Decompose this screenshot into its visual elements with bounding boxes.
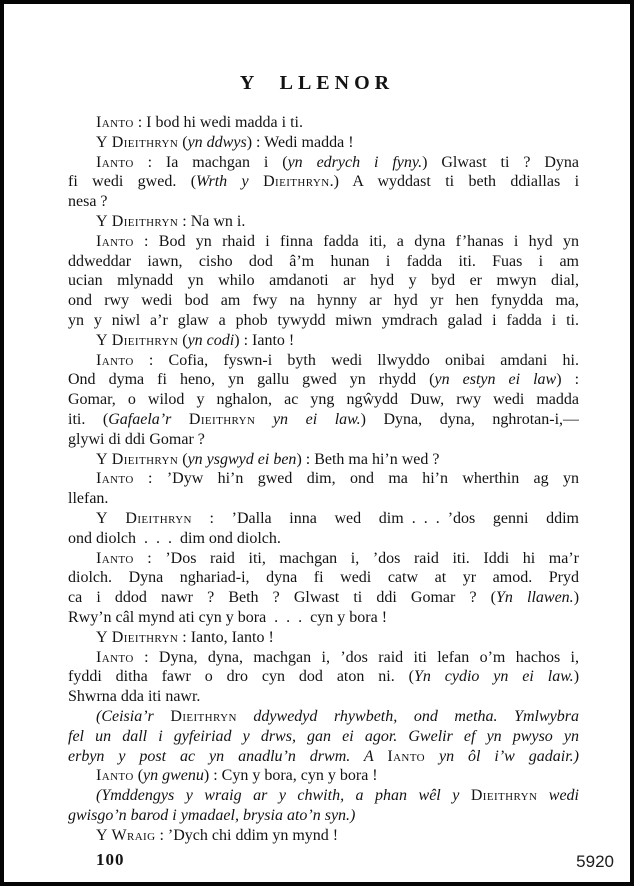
dialogue-segment: : Bod yn rhaid i finna fadda iti, a dyna f’hanas i hyd yn — [133, 232, 579, 250]
dialogue-segment: : Ianto, Ianto ! — [178, 628, 274, 646]
text-line — [68, 747, 579, 767]
stage-direction-segment: yn ei law. — [272, 410, 361, 428]
text-line — [68, 172, 579, 192]
dialogue-segment: ) : Beth ma hi’n wed ? — [296, 450, 440, 468]
dialogue-segment: ( — [178, 331, 188, 349]
text-line — [68, 192, 579, 212]
dialogue-segment: ucian mlynadd yn whilo amdanoti ar hyd y byd er mwyn dial, — [68, 272, 579, 290]
text-line — [68, 232, 579, 252]
dialogue-segment: : Cofia, fyswn-i byth wedi llwyddo onibai amdani hi. — [133, 351, 579, 369]
stage-direction-segment: Wrth y — [196, 173, 249, 191]
character-name: Dieithryn — [470, 787, 538, 805]
dialogue-segment: iti. ( — [68, 410, 109, 428]
character-name: Y Dieithryn — [96, 509, 192, 527]
text-line — [68, 489, 579, 509]
dialogue-segment: ) : Cyn y bora, cyn y bora ! — [203, 767, 378, 785]
dialogue-segment: ca i ddod nawr ? Beth ? Glwast ti ddi Gomar ? ( — [68, 589, 496, 607]
stage-direction-segment: yn ysgwyd ei ben — [187, 450, 297, 468]
dialogue-segment: ) — [573, 589, 579, 607]
text-line — [68, 370, 579, 390]
character-name: Ianto — [96, 232, 134, 250]
dialogue-segment: ( — [178, 450, 188, 468]
stage-direction-segment: yn ddwys — [187, 133, 247, 151]
character-name: Ianto — [96, 351, 134, 369]
text-line — [68, 469, 579, 489]
dialogue-segment: fi wedi gwed. ( — [68, 173, 197, 191]
dialogue-segment: ( — [178, 133, 188, 151]
stage-direction-segment: yn estyn ei law — [434, 371, 557, 389]
dialogue-segment: diolch. Dyna nghariad-i, dyna fi wedi catw at yr amod. Pryd — [68, 569, 579, 587]
dialogue-segment — [249, 173, 263, 190]
text-line — [68, 628, 579, 648]
dialogue-segment: : ’Dalla inna wed dim . . . ’dos genni ddim — [191, 509, 579, 527]
text-line — [68, 568, 579, 588]
character-name: Dieithryn — [263, 173, 330, 191]
stage-direction-segment: Gafaela’r — [108, 410, 172, 428]
stage-direction-segment: erbyn y post ac yn anadlu’n drwm. A — [68, 747, 388, 765]
dialogue-segment: ) : Wedi madda ! — [246, 133, 354, 151]
dialogue-segment: : Ia machgan i ( — [133, 153, 288, 171]
text-line — [68, 687, 579, 707]
dialogue-segment: ond rwy wedi bod am fwy na hynny ar hyd yr hen fynydda ma, — [68, 292, 579, 310]
text-line — [68, 667, 579, 687]
text-line — [68, 252, 579, 272]
dialogue-segment: .) A wyddast ti beth ddiallas i — [329, 173, 579, 191]
text-line — [68, 588, 579, 608]
character-name: Y Wraig — [96, 826, 156, 844]
dialogue-segment: Gomar, o wilod y nghalon, ac yng ngŵydd Duw, rwy wedi madda — [68, 391, 579, 409]
text-line — [68, 648, 579, 668]
text-line — [68, 153, 579, 173]
dialogue-segment: ond diolch . . . dim ond diolch. — [68, 529, 281, 547]
stage-direction-segment: Yn llawen. — [496, 589, 574, 607]
stage-direction-segment: ddywedyd rhywbeth, ond metha. Ymlwybra — [236, 707, 579, 725]
text-line — [68, 291, 579, 311]
text-line — [68, 608, 579, 628]
text-line — [68, 390, 579, 410]
text-line — [68, 331, 579, 351]
dialogue-segment — [171, 411, 189, 428]
dialogue-segment: ( — [133, 767, 144, 785]
character-name: Y Dieithryn — [96, 450, 179, 468]
text-line — [68, 707, 579, 727]
page-number: 100 — [96, 850, 125, 869]
dialogue-segment: Ond dyma fi heno, yn gallu gwed yn rhydd ( — [68, 371, 435, 389]
dialogue-segment: : Dyna, dyna, machgan i, ’dos raid iti lefan o’m hachos i, — [133, 648, 579, 666]
stage-direction-segment: (Ymddengys y wraig ar y chwith, a phan wêl y — [96, 787, 471, 805]
dialogue-segment: : I bod hi wedi madda i ti. — [133, 114, 303, 131]
dialogue-segment: glywi di ddi Gomar ? — [68, 430, 205, 448]
text-line — [68, 766, 579, 786]
text-line — [68, 133, 579, 153]
dialogue-segment: ) Glwast ti ? Dyna — [422, 153, 579, 171]
character-name: Y Dieithryn — [96, 212, 179, 230]
character-name: Dieithryn — [170, 707, 237, 725]
dialogue-segment: ddweddar iawn, cisho dod â’m hunan i fadda iti. Fuas i am — [68, 252, 579, 270]
text-line — [68, 430, 579, 450]
character-name: Y Dieithryn — [96, 628, 179, 646]
text-line — [68, 271, 579, 291]
dialogue-segment: llefan. — [68, 490, 109, 508]
text-line — [68, 509, 579, 529]
page-title: Y LLENOR — [239, 72, 395, 94]
character-name: Y Dieithryn — [96, 331, 179, 349]
text-line — [68, 212, 579, 232]
dialogue-segment: yn y niwl a’r glaw a phob tywydd miwn ymdrach galad i fadda i ti. — [68, 311, 579, 329]
stage-direction-segment: yn ôl i’w gadair.) — [425, 747, 579, 765]
text-line — [68, 450, 579, 470]
character-name: Ianto — [96, 549, 134, 567]
text-line — [68, 113, 579, 133]
stage-direction-segment: Yn cydio yn ei law. — [413, 668, 574, 686]
dialogue-segment: ) : Ianto ! — [234, 331, 295, 349]
text-line — [68, 410, 579, 430]
text-line — [68, 549, 579, 569]
stage-direction-segment: yn codi — [187, 331, 235, 349]
text-line — [68, 826, 579, 846]
dialogue-segment: : Na wn i. — [178, 212, 246, 230]
dialogue-segment: : ’Dos raid iti, machgan i, ’dos raid iti. Iddi hi ma’r — [133, 549, 579, 567]
stage-direction-segment: yn gwenu — [143, 767, 204, 785]
character-name: Ianto — [96, 470, 134, 488]
character-name: Ianto — [96, 767, 134, 785]
character-name: Ianto — [96, 648, 134, 666]
text-line — [68, 529, 579, 549]
stage-direction-segment: wedi — [537, 787, 579, 805]
text-line — [68, 727, 579, 747]
character-name: Ianto — [96, 114, 134, 131]
dialogue-segment: ) — [573, 668, 579, 686]
text-line — [68, 806, 579, 826]
stage-direction-segment: yn edrych i fyny. — [287, 153, 423, 171]
character-name: Y Dieithryn — [96, 133, 179, 151]
dialogue-segment: fyddi ditha fawr o dro cyn dod aton ni. ( — [68, 668, 414, 686]
dialogue-segment: ) : — [556, 371, 579, 389]
text-line — [68, 311, 579, 331]
dialogue-segment: Rwy’n câl mynd ati cyn y bora . . . cyn y bora ! — [68, 608, 388, 626]
dialogue-segment: : ’Dyw hi’n gwed dim, ond ma hi’n wherthin ag yn — [133, 470, 579, 488]
stage-direction-segment: fel un dall i gyfeiriad y drws, gan ei agor. Gwelir ef yn pwyso yn — [68, 727, 579, 745]
dialogue-segment: Shwrna dda iti nawr. — [68, 688, 201, 706]
character-name: Dieithryn — [188, 410, 256, 428]
stage-direction-segment: (Ceisia’r — [96, 707, 171, 725]
dialogue-segment: : ’Dych chi ddim yn mynd ! — [155, 826, 339, 844]
text-block — [68, 113, 579, 845]
dialogue-segment: ) Dyna, dyna, nghrotan-i,— — [360, 410, 579, 428]
dialogue-segment: nesa ? — [68, 193, 108, 211]
dialogue-segment — [255, 411, 273, 428]
character-name: Ianto — [96, 153, 134, 171]
text-line — [68, 351, 579, 371]
catalog-number: 5920 — [576, 852, 614, 871]
character-name: Ianto — [387, 747, 426, 765]
stage-direction-segment: gwisgo’n barod i ymadael, brysia ato’n syn.) — [68, 806, 356, 824]
text-line — [68, 786, 579, 806]
